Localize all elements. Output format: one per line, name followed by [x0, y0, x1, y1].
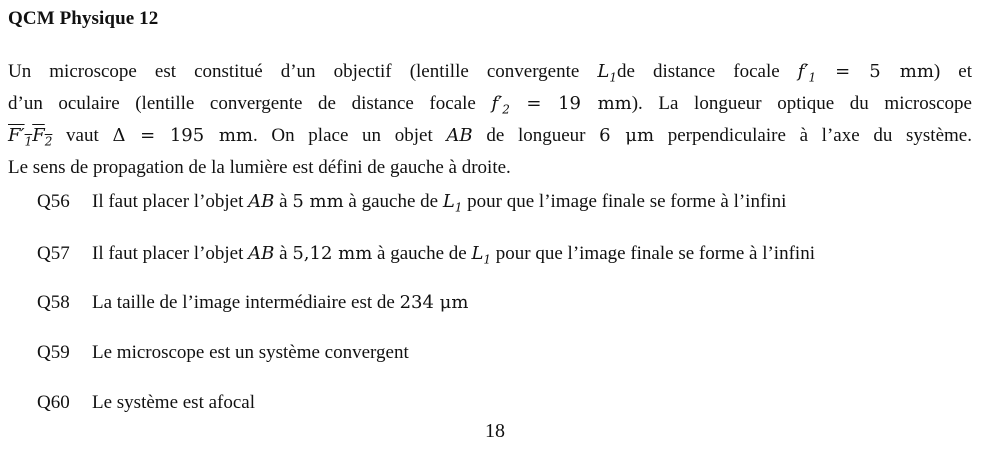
problem-statement — [8, 59, 972, 182]
question-number: Q59 — [37, 342, 70, 363]
math-subscript: 2 — [44, 134, 53, 149]
math-l1 — [471, 243, 492, 267]
statement-text: de distance focale — [616, 61, 798, 82]
question-text: à gauche de — [343, 191, 443, 212]
statement-text: . On place un objet — [252, 125, 447, 147]
statement-text: de longueur — [472, 125, 600, 147]
question-text: pour que l’image finale se forme à l’infini — [462, 191, 787, 212]
page-title: QCM Physique 12 — [8, 8, 159, 29]
object-size-value: 6 μm — [599, 125, 655, 147]
question-text: à — [274, 243, 293, 264]
question-q60 — [37, 392, 255, 414]
question-text: pour que l’image finale se forme à l’infini — [491, 243, 815, 264]
math-subscript: 1 — [454, 200, 463, 215]
optical-length-value: Δ = 195 mm — [112, 125, 253, 147]
math-letter: f′ — [797, 61, 809, 82]
math-letter: F′ — [8, 125, 25, 147]
focal-f2-value: = 19 mm — [509, 93, 632, 115]
page-number: 18 — [485, 420, 505, 442]
question-text: Le microscope est un système convergent — [92, 342, 409, 363]
question-q56 — [37, 191, 786, 215]
statement-line-3 — [8, 123, 972, 155]
question-text: La taille de l’image intermédiaire est de — [92, 292, 400, 313]
question-q58 — [37, 292, 468, 314]
question-q59 — [37, 342, 409, 364]
math-letter: L — [442, 191, 455, 212]
statement-text: d’un oculaire (lentille convergente de distance focale — [8, 93, 492, 115]
math-letter: f′ — [491, 93, 503, 115]
math-subscript: 1 — [808, 70, 817, 85]
math-letter: L — [597, 61, 610, 82]
focal-f1-value: = 5 mm — [816, 61, 934, 82]
statement-line-1 — [8, 59, 972, 91]
question-number: Q57 — [37, 243, 70, 264]
math-subscript: 2 — [502, 102, 510, 117]
question-number: Q58 — [37, 292, 70, 313]
math-letter: F — [32, 125, 45, 147]
object-ab-symbol: AB — [446, 125, 473, 147]
question-number: Q60 — [37, 392, 70, 413]
math-distance: 5 mm — [292, 191, 344, 212]
statement-line-2 — [8, 91, 972, 123]
focal-f1-symbol — [797, 61, 817, 85]
question-text: à gauche de — [372, 243, 472, 264]
question-text: à — [274, 191, 293, 212]
math-l1 — [442, 191, 463, 215]
statement-line-4: Le sens de propagation de la lumière est défini de gauche à droite. — [8, 157, 511, 179]
question-text: Le système est afocal — [92, 392, 256, 413]
question-q57 — [37, 243, 815, 267]
lens-symbol-l1 — [597, 61, 617, 85]
math-ab: AB — [248, 191, 275, 212]
math-distance: 5,12 mm — [292, 243, 373, 264]
question-text: Il faut placer l’objet — [92, 243, 249, 264]
statement-text: ) et — [933, 61, 973, 82]
math-letter: L — [471, 243, 484, 264]
math-subscript: 1 — [24, 134, 33, 149]
question-number: Q56 — [37, 191, 70, 212]
question-text: Il faut placer l’objet — [92, 191, 249, 212]
math-size: 234 μm — [399, 292, 469, 313]
math-subscript: 1 — [609, 70, 617, 85]
math-ab: AB — [248, 243, 275, 264]
statement-text: perpendiculaire à l’axe du système. — [654, 125, 972, 147]
statement-text: ). La longueur optique du microscope — [631, 93, 972, 115]
math-subscript: 1 — [483, 252, 492, 267]
optical-length-symbol — [8, 125, 53, 149]
focal-f2-symbol — [491, 93, 510, 117]
statement-text: vaut — [52, 125, 113, 147]
statement-text: Un microscope est constitué d’un objectif (lentille convergente — [8, 61, 598, 82]
